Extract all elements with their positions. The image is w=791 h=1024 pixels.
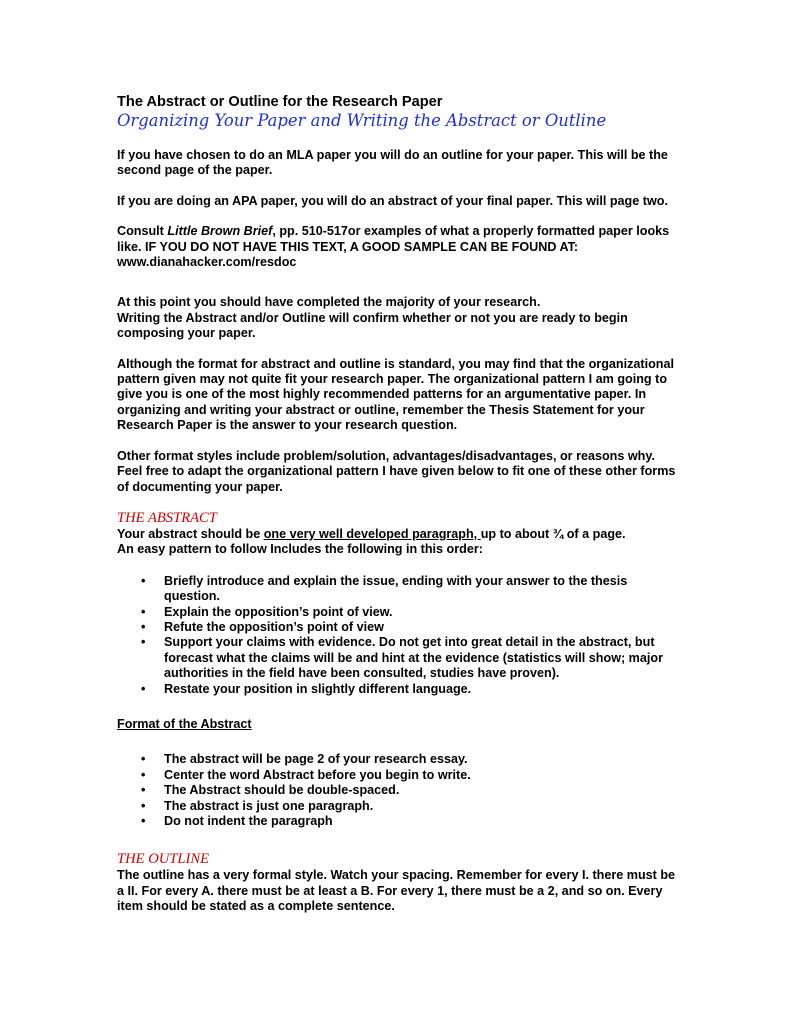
list-item-text: The Abstract should be double-spaced. xyxy=(164,783,400,798)
bullet-icon: • xyxy=(141,783,146,798)
bullet-icon: • xyxy=(141,752,146,767)
bullet-icon: • xyxy=(141,814,146,828)
list-item xyxy=(117,574,677,605)
bullet-icon: • xyxy=(141,635,146,650)
abstract-pattern-list xyxy=(117,574,677,697)
list-item xyxy=(117,799,677,814)
list-item-text: The abstract will be page 2 of your research essay. xyxy=(164,752,468,767)
abstract-description xyxy=(117,527,677,558)
format-paragraph: Although the format for abstract and outline is standard, you may find that the organizational pattern given may not quite fit your research paper. The organizational pattern I am going to give you is one of the most highly recommended patterns for an argumentative paper. In organizing and writing your abstract or outline, remember the Thesis Statement for your Research Paper is the answer to your research question. xyxy=(117,356,674,433)
page-title: The Abstract or Outline for the Research Paper xyxy=(117,94,443,110)
list-item-text: Center the word Abstract before you begin to write. xyxy=(164,767,471,782)
list-item-text: The abstract is just one paragraph. xyxy=(164,798,374,813)
research-paragraph xyxy=(117,295,677,341)
list-item xyxy=(117,682,677,697)
other-formats-paragraph: Other format styles include problem/solution, advantages/disadvantages, or reasons why. Feel free to adapt the organizational pattern I have given below to fit one of these other forms of documenting your paper. xyxy=(117,448,676,494)
abstract-desc-suffix: up to about ¾ of a page. xyxy=(480,526,626,541)
intro-mla-paragraph: If you have chosen to do an MLA paper you will do an outline for your paper. This will be the second page of the paper. xyxy=(117,148,668,178)
bullet-icon: • xyxy=(141,619,146,634)
abstract-desc-prefix: Your abstract should be xyxy=(117,526,264,541)
outline-heading: THE OUTLINE xyxy=(117,851,210,868)
book-title: Little Brown Brief xyxy=(167,224,273,239)
list-item xyxy=(117,605,677,620)
list-item-text: Refute the opposition’s point of view xyxy=(164,619,384,634)
list-item-text: Explain the opposition’s point of view. xyxy=(164,604,393,619)
intro-apa-paragraph: If you are doing an APA paper, you will do an abstract of your final paper. This will page two. xyxy=(117,193,668,208)
document-page xyxy=(117,94,677,915)
abstract-format-list xyxy=(117,752,677,829)
list-item-text: Restate your position in slightly different language. xyxy=(164,681,472,696)
consult-rest: , pp. 510-517or examples of what a properly formatted paper looks like. IF YOU DO NOT HAVE THIS TEXT, A GOOD SAMPLE CAN BE FOUND AT: www.dianahacker.com/resdoc xyxy=(117,224,670,270)
research-line-1: At this point you should have completed the majority of your research. xyxy=(117,295,541,310)
bullet-icon: • xyxy=(141,573,146,588)
list-item-text: Briefly introduce and explain the issue, ending with your answer to the thesis question. xyxy=(164,573,628,604)
consult-paragraph xyxy=(117,224,677,270)
outline-description: The outline has a very formal style. Watch your spacing. Remember for every I. there must be a II. For every A. there must be at least a B. For every 1, there must be a 2, and so on. Every item should be stated as a complete sentence. xyxy=(117,868,676,914)
bullet-icon: • xyxy=(141,681,146,696)
list-item xyxy=(117,768,677,783)
abstract-desc-line-2: An easy pattern to follow Includes the following in this order: xyxy=(117,542,483,557)
format-of-abstract-heading: Format of the Abstract xyxy=(117,716,252,731)
list-item xyxy=(117,620,677,635)
abstract-heading: THE ABSTRACT xyxy=(117,509,217,526)
page-subtitle: Organizing Your Paper and Writing the Abstract or Outline xyxy=(117,111,607,130)
research-line-2: Writing the Abstract and/or Outline will confirm whether or not you are ready to begin composing your paper. xyxy=(117,310,628,341)
list-item xyxy=(117,635,677,681)
abstract-desc-underlined: one very well developed paragraph, xyxy=(263,526,481,541)
list-item xyxy=(117,814,677,829)
consult-prefix: Consult xyxy=(117,224,168,239)
list-item xyxy=(117,783,677,798)
list-item xyxy=(117,752,677,767)
bullet-icon: • xyxy=(141,604,146,619)
list-item-text: Support your claims with evidence. Do not get into great detail in the abstract, but forecast what the claims will be and hint at the evidence (statistics will show; major authorities in the field have been consulted, studies have proven). xyxy=(164,635,663,681)
bullet-icon: • xyxy=(141,798,146,813)
bullet-icon: • xyxy=(141,767,146,782)
list-item-text: Do not indent the paragraph xyxy=(164,814,333,828)
